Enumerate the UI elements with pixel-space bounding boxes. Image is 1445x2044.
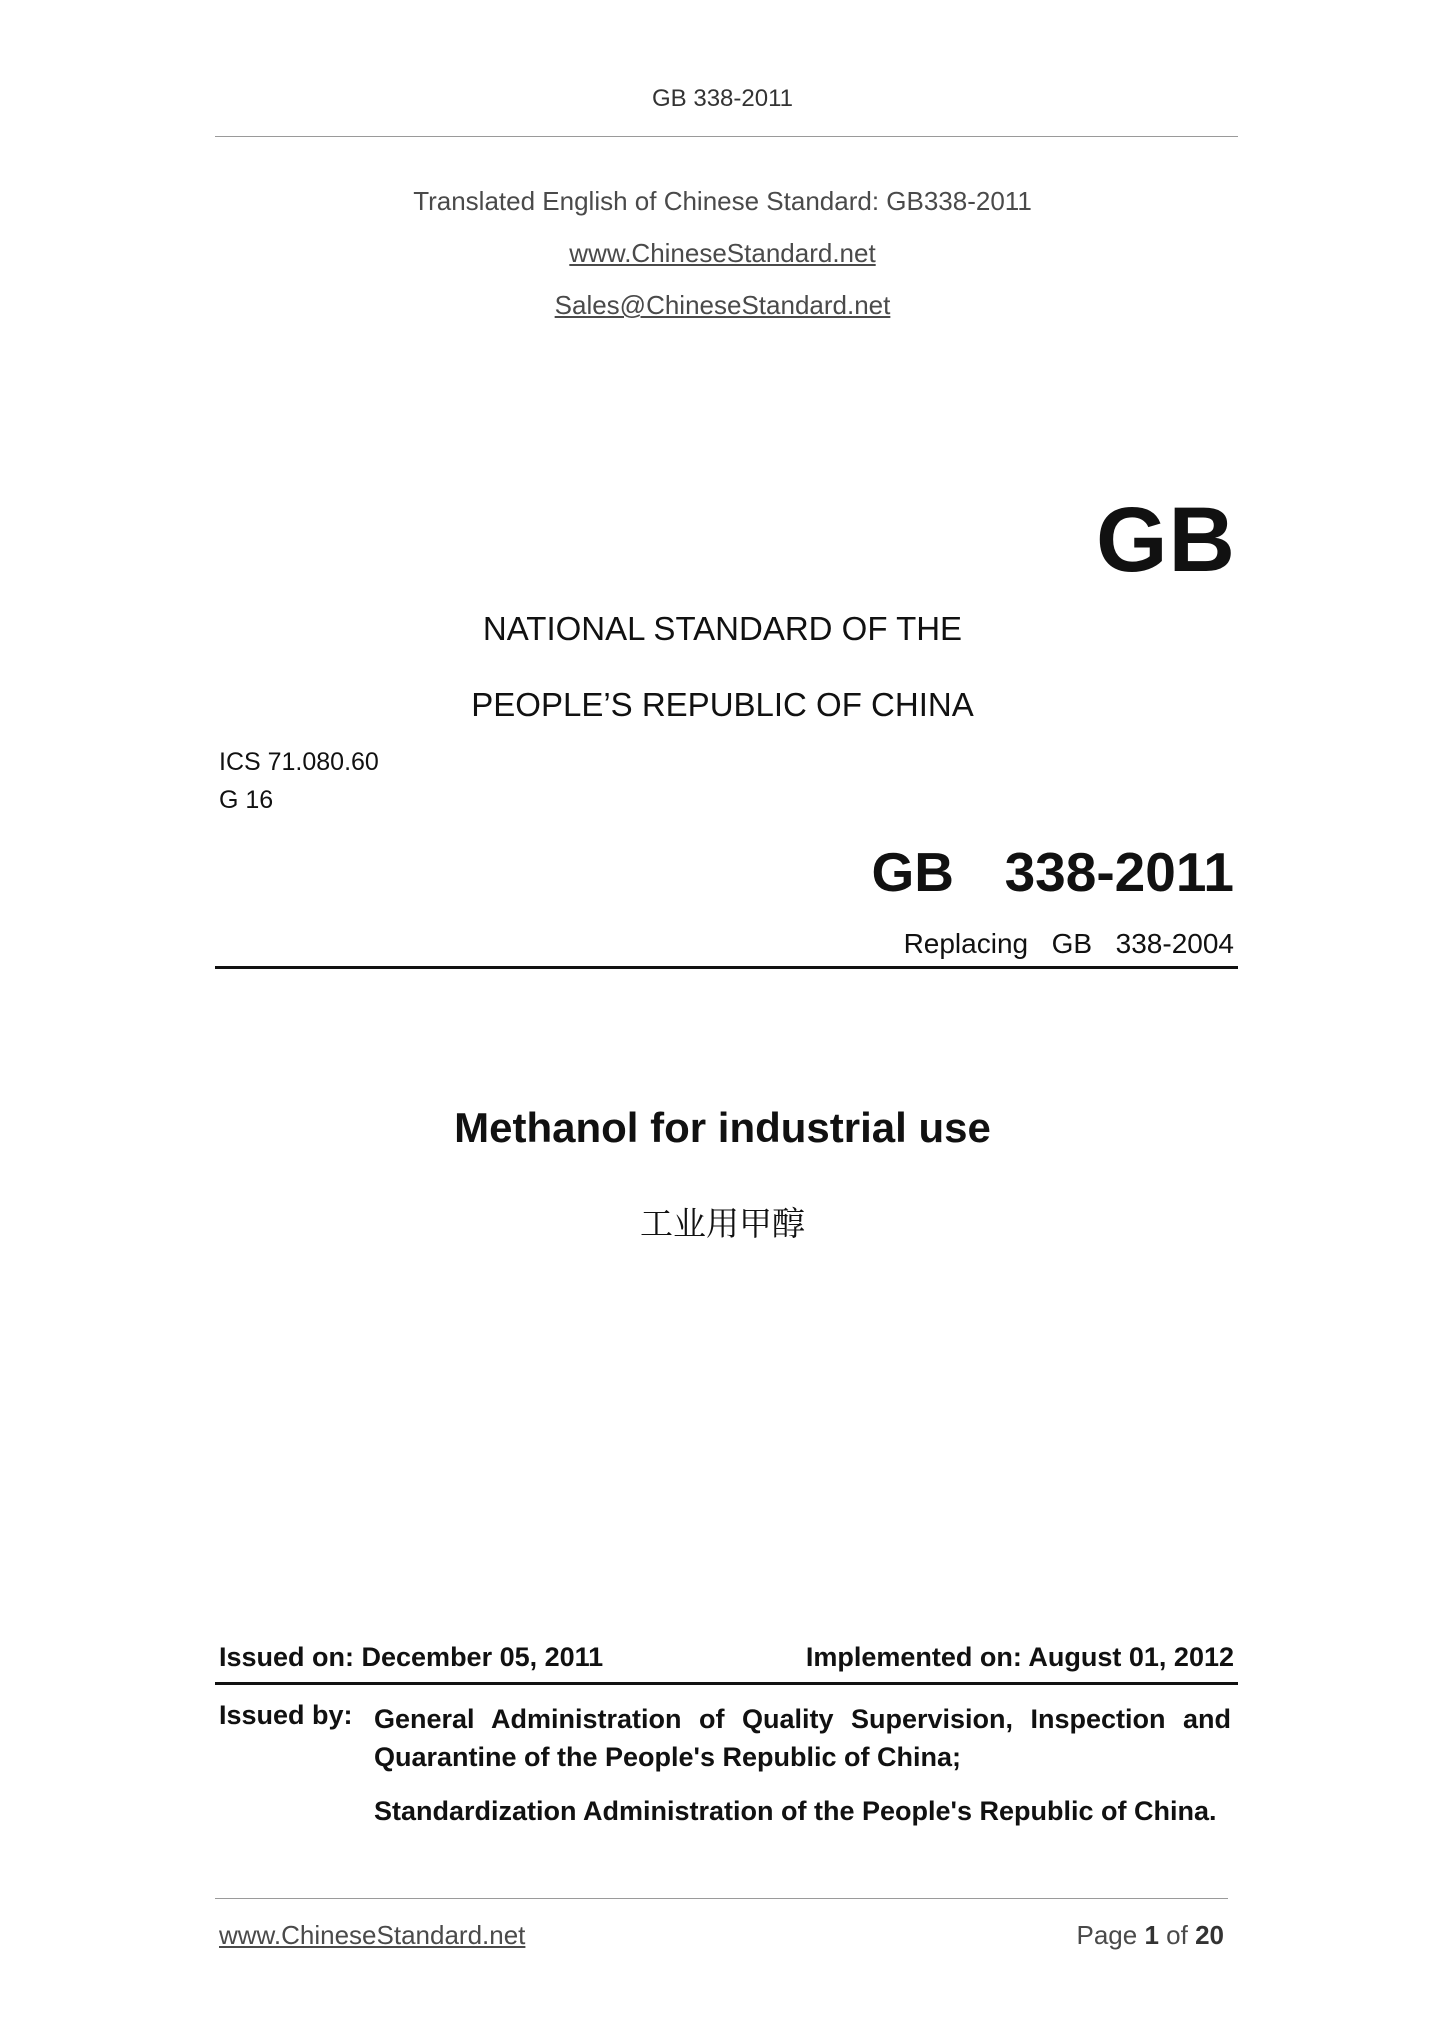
- issued-by-label: Issued by:: [219, 1700, 353, 1730]
- page-current: 1: [1144, 1920, 1159, 1950]
- implemented-on-date: Implemented on: August 01, 2012: [805, 1642, 1234, 1672]
- gb-logo: GB: [1096, 489, 1236, 591]
- page-of: of: [1166, 1920, 1188, 1950]
- document-title-en: Methanol for industrial use: [454, 1104, 991, 1151]
- header-divider: [215, 136, 1238, 137]
- footer-website-link[interactable]: www.ChineseStandard.net: [219, 1920, 526, 1950]
- page-total: 20: [1195, 1920, 1224, 1950]
- running-header: GB 338-2011: [652, 85, 793, 112]
- footer-divider: [215, 1898, 1228, 1899]
- website-link[interactable]: www.ChineseStandard.net: [569, 238, 876, 268]
- sales-email-link[interactable]: Sales@ChineseStandard.net: [554, 290, 891, 320]
- classification-code: G 16: [219, 786, 274, 814]
- ics-code: ICS 71.080.60: [219, 748, 379, 776]
- issuer-sac: Standardization Administration of the People's Republic of China.: [374, 1796, 1217, 1826]
- title-divider: [215, 966, 1238, 969]
- page-indicator: [1076, 1920, 1224, 1951]
- national-standard-line-2: PEOPLE’S REPUBLIC OF CHINA: [471, 686, 974, 723]
- issuer-aqsiq: General Administration of Quality Supervision, Inspection and Quarantine of the People's Republic of China;: [374, 1704, 1231, 1772]
- issuance-divider: [215, 1682, 1238, 1685]
- page-label: Page: [1076, 1920, 1138, 1950]
- issued-on-date: Issued on: December 05, 2011: [219, 1642, 604, 1672]
- replacing-standard: Replacing GB 338-2004: [903, 928, 1234, 959]
- national-standard-line-1: NATIONAL STANDARD OF THE: [482, 610, 963, 647]
- document-title-zh: 工业用甲醇: [640, 1205, 805, 1242]
- translated-notice: Translated English of Chinese Standard: GB338-2011: [413, 186, 1032, 216]
- standard-number: GB 338-2011: [871, 841, 1234, 903]
